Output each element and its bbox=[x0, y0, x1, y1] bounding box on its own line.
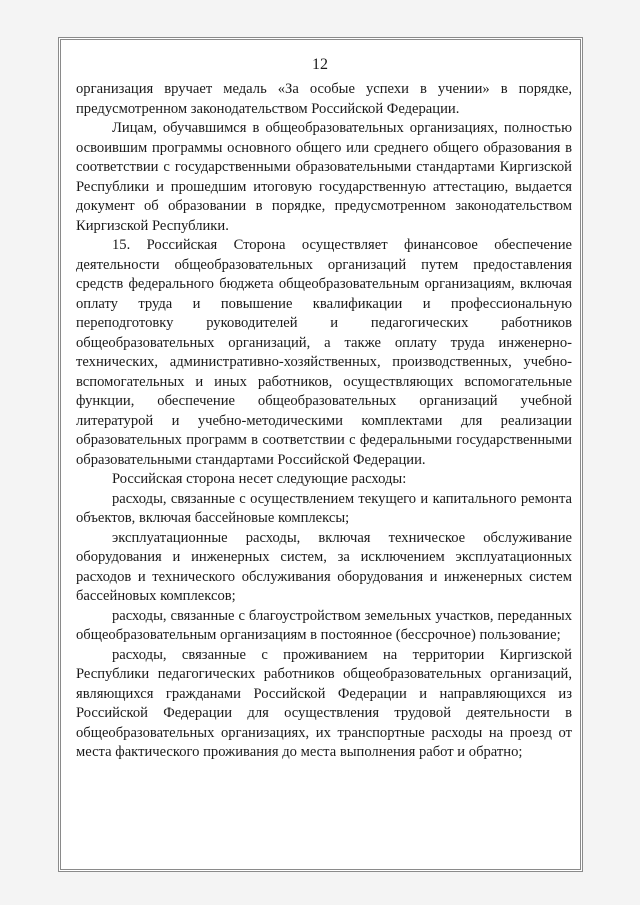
paragraph: расходы, связанные с осуществлением текущего и капитального ремонта объектов, включая бассейновые комплексы; bbox=[76, 490, 572, 526]
page-number: 12 bbox=[312, 56, 328, 73]
document-body bbox=[76, 80, 572, 763]
paragraph: Лицам, обучавшимся в общеобразовательных организациях, полностью освоившим программы основного общего или среднего общего образования в соответствии с государственными образовательными стандартами Киргизской Республики и прошедшим итоговую государственную аттестацию, выдается документ об образовании в порядке, предусмотренном законодательством Киргизской Республики. bbox=[76, 120, 572, 234]
paragraph: Российская сторона несет следующие расходы: bbox=[112, 471, 407, 487]
paragraph: 15. Российская Сторона осуществляет финансовое обеспечение деятельности общеобразовательных организаций путем предоставления средств федерального бюджета общеобразовательным организациям, включая оплату труда и повышение квалификации и профессиональную переподготовку руководителей и педагогических работников общеобразовательных организаций, а также оплату труда инженерно-технических, административно-хозяйственных, производственных, учебно-вспомогательных и иных работников, осуществляющих вспомогательные функции, обеспечение общеобразовательных организаций учебной литературой и учебно-методическими комплектами для реализации образовательных программ в соответствии с федеральными государственными образовательными стандартами Российской Федерации. bbox=[76, 237, 572, 468]
paragraph: эксплуатационные расходы, включая техническое обслуживание оборудования и инженерных систем, за исключением эксплуатационных расходов и технического обслуживания оборудования и инженерных систем бассейновых комплексов; bbox=[76, 529, 572, 604]
paragraph: организация вручает медаль «За особые успехи в учении» в порядке, предусмотренном законодательством Российской Федерации. bbox=[76, 81, 572, 117]
paragraph: расходы, связанные с благоустройством земельных участков, переданных общеобразовательным организациям в постоянное (бессрочное) пользование; bbox=[76, 607, 572, 643]
paragraph: расходы, связанные с проживанием на территории Киргизской Республики педагогических работников общеобразовательных организаций, являющихся гражданами Российской Федерации и направляющихся из Российской Федерации для осуществления трудовой деятельности в общеобразовательных организациях, их транспортные расходы на проезд от места фактического проживания до места выполнения работ и обратно; bbox=[76, 646, 572, 760]
